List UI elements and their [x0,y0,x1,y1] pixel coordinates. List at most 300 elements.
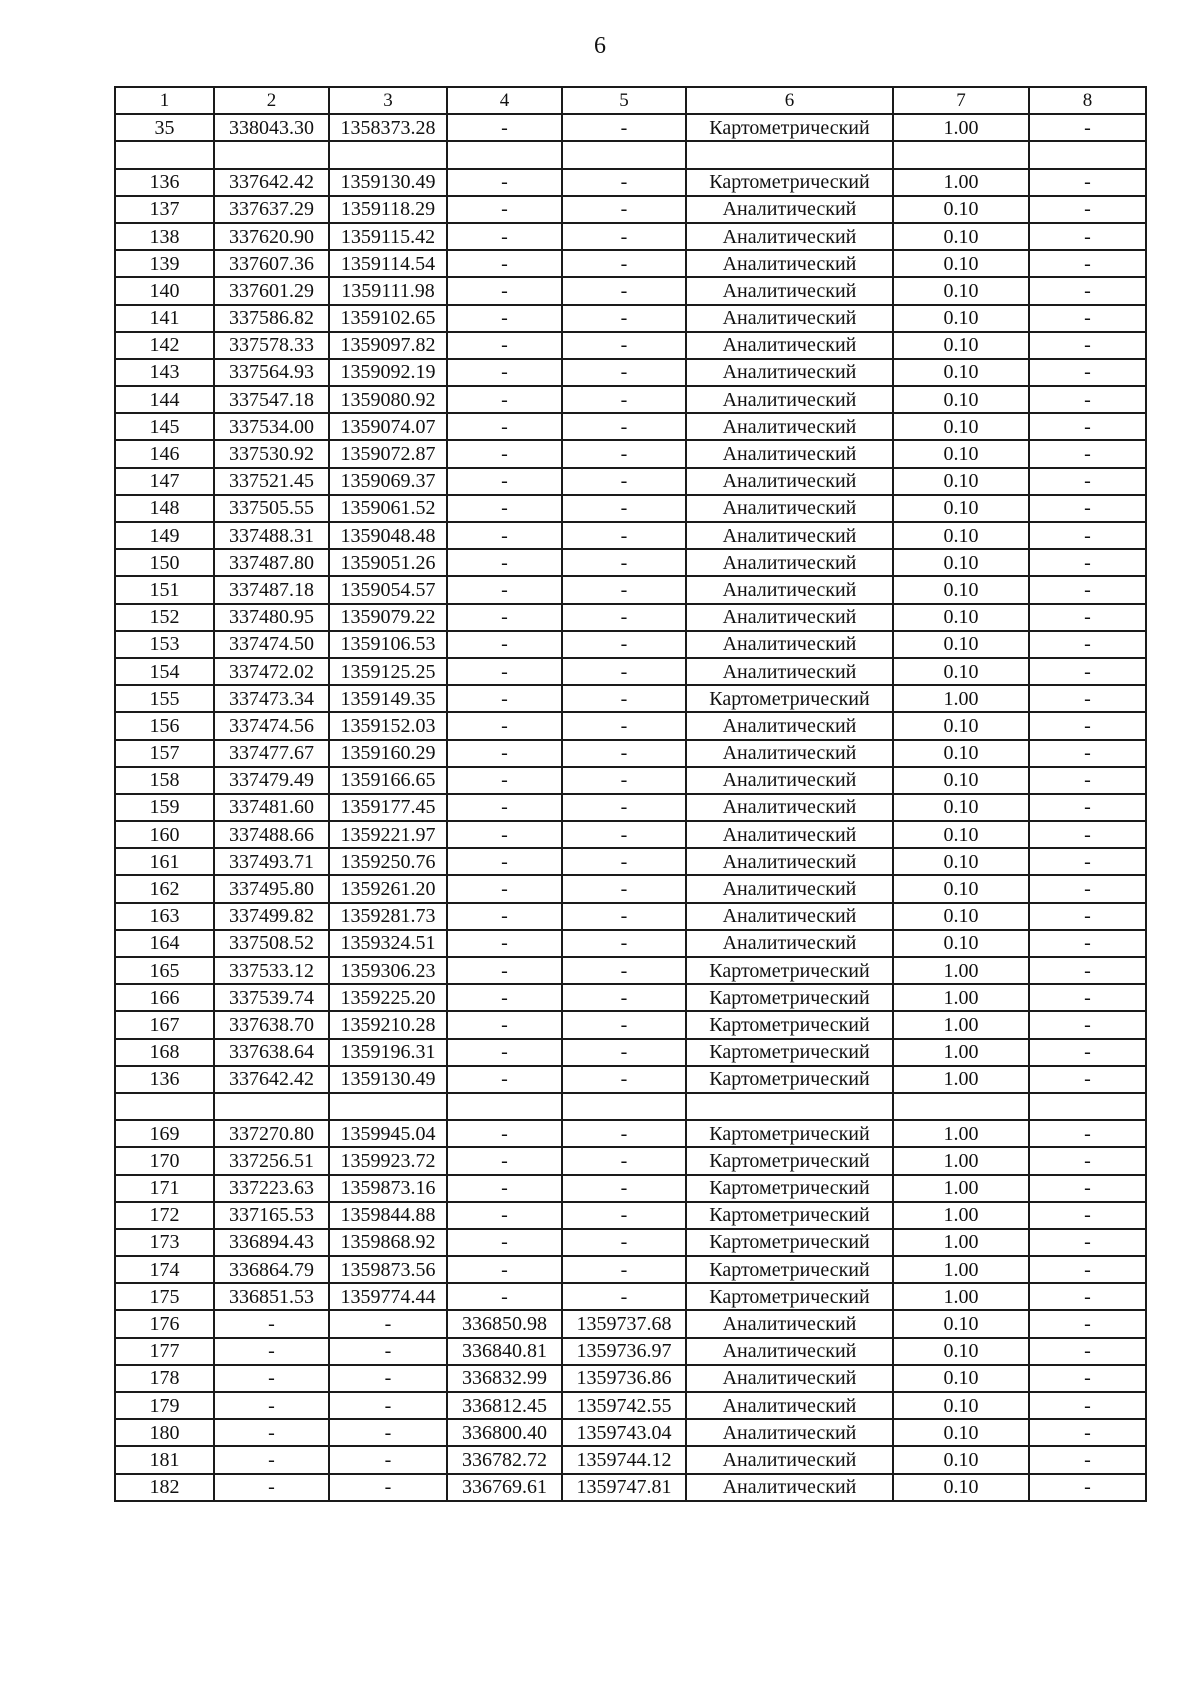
y-coordinate-cell: 1359048.48 [329,522,447,549]
accuracy-cell: 1.00 [893,1011,1029,1038]
x-new-coordinate-cell: 336850.98 [447,1310,562,1337]
method-cell: Аналитический [686,1446,893,1473]
x-new-coordinate-cell: - [447,631,562,658]
accuracy-cell: 0.10 [893,604,1029,631]
y-new-coordinate-cell: - [562,386,686,413]
description-cell: - [1029,576,1146,603]
method-cell: Аналитический [686,277,893,304]
y-coordinate-cell: 1359945.04 [329,1120,447,1147]
y-new-coordinate-cell: - [562,250,686,277]
accuracy-cell: 0.10 [893,1392,1029,1419]
point-number-cell: 145 [115,413,214,440]
x-new-coordinate-cell: 336769.61 [447,1474,562,1501]
description-cell: - [1029,740,1146,767]
y-coordinate-cell: 1359118.29 [329,196,447,223]
point-number-cell: 181 [115,1446,214,1473]
y-new-coordinate-cell: - [562,903,686,930]
accuracy-cell: 1.00 [893,1120,1029,1147]
y-coordinate-cell: 1359102.65 [329,305,447,332]
y-coordinate-cell: - [329,1419,447,1446]
description-cell: - [1029,549,1146,576]
description-cell: - [1029,1446,1146,1473]
y-coordinate-cell: 1359130.49 [329,169,447,196]
x-new-coordinate-cell: 336840.81 [447,1338,562,1365]
method-cell: Аналитический [686,196,893,223]
x-coordinate-cell: 337564.93 [214,359,329,386]
point-number-cell: 140 [115,277,214,304]
y-coordinate-cell: 1358373.28 [329,114,447,141]
x-coordinate-cell: 337488.66 [214,821,329,848]
x-coordinate-cell: 337165.53 [214,1202,329,1229]
method-cell: Аналитический [686,250,893,277]
x-coordinate-cell: 337521.45 [214,468,329,495]
x-coordinate-cell: 336894.43 [214,1229,329,1256]
x-new-coordinate-cell: - [447,114,562,141]
description-cell: - [1029,305,1146,332]
y-coordinate-cell: 1359221.97 [329,821,447,848]
x-coordinate-cell: 336864.79 [214,1256,329,1283]
point-number-cell: 157 [115,740,214,767]
description-cell: - [1029,957,1146,984]
point-number-cell: 154 [115,658,214,685]
method-cell: Картометрический [686,1147,893,1174]
accuracy-cell: 0.10 [893,223,1029,250]
accuracy-cell: 0.10 [893,250,1029,277]
y-new-coordinate-cell: - [562,1229,686,1256]
y-coordinate-cell: 1359868.92 [329,1229,447,1256]
method-cell: Картометрический [686,1120,893,1147]
y-new-coordinate-cell: - [562,576,686,603]
description-cell: - [1029,848,1146,875]
table-row [115,1419,1146,1446]
table-row [115,848,1146,875]
y-coordinate-cell [329,1093,447,1120]
point-number-cell: 136 [115,169,214,196]
table-row [115,767,1146,794]
y-new-coordinate-cell: - [562,522,686,549]
y-coordinate-cell: 1359873.16 [329,1175,447,1202]
y-coordinate-cell: 1359149.35 [329,685,447,712]
point-number-cell: 172 [115,1202,214,1229]
column-header: 1 [115,87,214,114]
accuracy-cell [893,1093,1029,1120]
y-new-coordinate-cell: - [562,1256,686,1283]
accuracy-cell: 1.00 [893,1039,1029,1066]
x-coordinate-cell: 337534.00 [214,413,329,440]
description-cell: - [1029,767,1146,794]
description-cell: - [1029,250,1146,277]
table-row [115,1256,1146,1283]
method-cell: Аналитический [686,359,893,386]
y-coordinate-cell: 1359111.98 [329,277,447,304]
y-new-coordinate-cell: 1359742.55 [562,1392,686,1419]
x-coordinate-cell: 337601.29 [214,277,329,304]
table-row [115,957,1146,984]
y-coordinate-cell: 1359092.19 [329,359,447,386]
x-coordinate-cell: 337642.42 [214,1066,329,1093]
method-cell: Аналитический [686,223,893,250]
x-new-coordinate-cell: - [447,1120,562,1147]
y-coordinate-cell: 1359074.07 [329,413,447,440]
method-cell: Аналитический [686,848,893,875]
table-row [115,631,1146,658]
description-cell: - [1029,1229,1146,1256]
y-new-coordinate-cell: - [562,1202,686,1229]
table-row [115,549,1146,576]
description-cell: - [1029,413,1146,440]
method-cell [686,1093,893,1120]
description-cell: - [1029,1039,1146,1066]
y-new-coordinate-cell: - [562,767,686,794]
method-cell: Аналитический [686,386,893,413]
point-number-cell: 142 [115,332,214,359]
description-cell: - [1029,468,1146,495]
x-coordinate-cell: 337223.63 [214,1175,329,1202]
accuracy-cell: 0.10 [893,1474,1029,1501]
x-coordinate-cell: 337474.56 [214,712,329,739]
y-new-coordinate-cell: - [562,740,686,767]
y-new-coordinate-cell: - [562,1011,686,1038]
y-new-coordinate-cell: 1359747.81 [562,1474,686,1501]
description-cell: - [1029,821,1146,848]
x-new-coordinate-cell: - [447,740,562,767]
column-header: 2 [214,87,329,114]
method-cell: Аналитический [686,903,893,930]
point-number-cell: 171 [115,1175,214,1202]
accuracy-cell: 0.10 [893,631,1029,658]
accuracy-cell: 0.10 [893,332,1029,359]
accuracy-cell: 1.00 [893,685,1029,712]
description-cell: - [1029,223,1146,250]
accuracy-cell: 0.10 [893,1419,1029,1446]
y-new-coordinate-cell: - [562,468,686,495]
x-coordinate-cell: - [214,1446,329,1473]
method-cell: Аналитический [686,767,893,794]
y-coordinate-cell: 1359225.20 [329,984,447,1011]
y-coordinate-cell: 1359051.26 [329,549,447,576]
table-row [115,875,1146,902]
method-cell: Картометрический [686,1039,893,1066]
x-coordinate-cell: 337638.64 [214,1039,329,1066]
x-coordinate-cell: 337477.67 [214,740,329,767]
point-number-cell: 139 [115,250,214,277]
method-cell: Картометрический [686,984,893,1011]
y-new-coordinate-cell: - [562,549,686,576]
y-new-coordinate-cell [562,1093,686,1120]
description-cell: - [1029,1066,1146,1093]
method-cell: Аналитический [686,332,893,359]
y-coordinate-cell: - [329,1365,447,1392]
method-cell: Картометрический [686,1256,893,1283]
x-coordinate-cell [214,1093,329,1120]
accuracy-cell: 0.10 [893,1446,1029,1473]
description-cell: - [1029,1120,1146,1147]
accuracy-cell: 1.00 [893,1147,1029,1174]
y-new-coordinate-cell [562,141,686,168]
x-new-coordinate-cell: - [447,903,562,930]
x-coordinate-cell [214,141,329,168]
point-number-cell: 141 [115,305,214,332]
method-cell: Аналитический [686,1365,893,1392]
point-number-cell: 182 [115,1474,214,1501]
method-cell: Аналитический [686,712,893,739]
method-cell: Аналитический [686,305,893,332]
x-coordinate-cell: - [214,1310,329,1337]
table-row [115,1011,1146,1038]
column-header: 8 [1029,87,1146,114]
x-new-coordinate-cell: - [447,576,562,603]
x-new-coordinate-cell: - [447,712,562,739]
method-cell [686,141,893,168]
method-cell: Аналитический [686,930,893,957]
description-cell: - [1029,1011,1146,1038]
x-coordinate-cell: 337620.90 [214,223,329,250]
accuracy-cell: 0.10 [893,930,1029,957]
y-coordinate-cell: 1359152.03 [329,712,447,739]
y-new-coordinate-cell: - [562,1066,686,1093]
table-row [115,141,1146,168]
y-coordinate-cell: 1359130.49 [329,1066,447,1093]
method-cell: Аналитический [686,1419,893,1446]
accuracy-cell: 1.00 [893,1066,1029,1093]
method-cell: Аналитический [686,468,893,495]
method-cell: Аналитический [686,604,893,631]
method-cell: Аналитический [686,794,893,821]
table-row [115,440,1146,467]
accuracy-cell: 1.00 [893,1256,1029,1283]
accuracy-cell: 0.10 [893,468,1029,495]
y-coordinate-cell: 1359324.51 [329,930,447,957]
accuracy-cell: 0.10 [893,359,1029,386]
description-cell: - [1029,1175,1146,1202]
y-coordinate-cell: 1359061.52 [329,495,447,522]
x-coordinate-cell: 337474.50 [214,631,329,658]
point-number-cell: 155 [115,685,214,712]
y-new-coordinate-cell: - [562,359,686,386]
point-number-cell: 170 [115,1147,214,1174]
y-coordinate-cell: 1359873.56 [329,1256,447,1283]
column-header: 7 [893,87,1029,114]
point-number-cell: 169 [115,1120,214,1147]
point-number-cell: 153 [115,631,214,658]
table-row [115,1283,1146,1310]
table-body [115,87,1146,1501]
y-new-coordinate-cell: - [562,848,686,875]
x-new-coordinate-cell: - [447,984,562,1011]
column-header: 5 [562,87,686,114]
y-new-coordinate-cell: - [562,1120,686,1147]
point-number-cell: 152 [115,604,214,631]
method-cell: Аналитический [686,576,893,603]
point-number-cell: 159 [115,794,214,821]
y-coordinate-cell: 1359115.42 [329,223,447,250]
x-new-coordinate-cell: - [447,359,562,386]
method-cell: Картометрический [686,114,893,141]
table-row [115,712,1146,739]
accuracy-cell: 0.10 [893,767,1029,794]
accuracy-cell: 0.10 [893,305,1029,332]
point-number-cell: 164 [115,930,214,957]
y-coordinate-cell: - [329,1310,447,1337]
y-new-coordinate-cell: - [562,114,686,141]
method-cell: Картометрический [686,1202,893,1229]
x-new-coordinate-cell [447,141,562,168]
y-coordinate-cell: 1359114.54 [329,250,447,277]
point-number-cell: 148 [115,495,214,522]
point-number-cell [115,1093,214,1120]
x-new-coordinate-cell: - [447,169,562,196]
table-row [115,359,1146,386]
y-coordinate-cell: 1359097.82 [329,332,447,359]
x-coordinate-cell: 338043.30 [214,114,329,141]
method-cell: Аналитический [686,549,893,576]
accuracy-cell: 0.10 [893,875,1029,902]
y-new-coordinate-cell: - [562,712,686,739]
y-new-coordinate-cell: - [562,495,686,522]
description-cell: - [1029,685,1146,712]
table-row [115,930,1146,957]
accuracy-cell: 0.10 [893,1365,1029,1392]
description-cell: - [1029,658,1146,685]
y-coordinate-cell: 1359069.37 [329,468,447,495]
point-number-cell: 178 [115,1365,214,1392]
x-coordinate-cell: 337578.33 [214,332,329,359]
table-row [115,114,1146,141]
y-new-coordinate-cell: - [562,305,686,332]
x-coordinate-cell: 337547.18 [214,386,329,413]
column-header: 3 [329,87,447,114]
y-new-coordinate-cell: - [562,984,686,1011]
table-row [115,413,1146,440]
x-new-coordinate-cell: - [447,930,562,957]
description-cell: - [1029,440,1146,467]
description-cell: - [1029,794,1146,821]
x-new-coordinate-cell: - [447,1066,562,1093]
point-number-cell: 167 [115,1011,214,1038]
x-new-coordinate-cell: - [447,223,562,250]
y-new-coordinate-cell: 1359743.04 [562,1419,686,1446]
accuracy-cell: 0.10 [893,196,1029,223]
y-coordinate-cell: 1359210.28 [329,1011,447,1038]
point-number-cell: 173 [115,1229,214,1256]
x-coordinate-cell: 337480.95 [214,604,329,631]
table-row [115,1365,1146,1392]
method-cell: Аналитический [686,440,893,467]
y-coordinate-cell: 1359774.44 [329,1283,447,1310]
point-number-cell: 176 [115,1310,214,1337]
x-new-coordinate-cell: 336800.40 [447,1419,562,1446]
y-coordinate-cell: 1359160.29 [329,740,447,767]
x-coordinate-cell: 337539.74 [214,984,329,1011]
point-number-cell: 177 [115,1338,214,1365]
table-row [115,223,1146,250]
x-coordinate-cell: 336851.53 [214,1283,329,1310]
accuracy-cell: 1.00 [893,1175,1029,1202]
point-number-cell: 137 [115,196,214,223]
x-new-coordinate-cell: - [447,277,562,304]
accuracy-cell: 0.10 [893,576,1029,603]
y-new-coordinate-cell: - [562,1283,686,1310]
accuracy-cell: 0.10 [893,413,1029,440]
y-coordinate-cell: 1359054.57 [329,576,447,603]
accuracy-cell: 0.10 [893,440,1029,467]
y-new-coordinate-cell: - [562,196,686,223]
description-cell: - [1029,712,1146,739]
y-coordinate-cell: 1359072.87 [329,440,447,467]
point-number-cell: 168 [115,1039,214,1066]
table-row [115,1474,1146,1501]
y-new-coordinate-cell: - [562,440,686,467]
y-new-coordinate-cell: - [562,631,686,658]
table-row [115,250,1146,277]
x-new-coordinate-cell: - [447,685,562,712]
accuracy-cell: 1.00 [893,1283,1029,1310]
x-new-coordinate-cell: - [447,1039,562,1066]
accuracy-cell: 0.10 [893,1338,1029,1365]
description-cell: - [1029,930,1146,957]
x-new-coordinate-cell: - [447,522,562,549]
table-row [115,740,1146,767]
x-coordinate-cell: 337638.70 [214,1011,329,1038]
x-coordinate-cell: - [214,1474,329,1501]
x-new-coordinate-cell: - [447,250,562,277]
column-header: 4 [447,87,562,114]
table-row [115,1446,1146,1473]
y-new-coordinate-cell: - [562,794,686,821]
y-coordinate-cell: - [329,1474,447,1501]
table-row [115,821,1146,848]
table-row [115,1039,1146,1066]
x-coordinate-cell: 337488.31 [214,522,329,549]
y-coordinate-cell: 1359106.53 [329,631,447,658]
table-row [115,1066,1146,1093]
point-number-cell: 136 [115,1066,214,1093]
y-new-coordinate-cell: 1359736.97 [562,1338,686,1365]
x-new-coordinate-cell: - [447,1256,562,1283]
accuracy-cell: 1.00 [893,1202,1029,1229]
x-coordinate-cell: - [214,1419,329,1446]
point-number-cell: 144 [115,386,214,413]
accuracy-cell: 0.10 [893,712,1029,739]
x-new-coordinate-cell: - [447,821,562,848]
y-coordinate-cell: - [329,1446,447,1473]
table-row [115,305,1146,332]
x-new-coordinate-cell: - [447,1229,562,1256]
point-number-cell: 160 [115,821,214,848]
description-cell: - [1029,604,1146,631]
x-new-coordinate-cell [447,1093,562,1120]
description-cell: - [1029,903,1146,930]
x-new-coordinate-cell: - [447,875,562,902]
accuracy-cell: 0.10 [893,740,1029,767]
accuracy-cell: 0.10 [893,903,1029,930]
description-cell: - [1029,495,1146,522]
x-coordinate-cell: 337505.55 [214,495,329,522]
x-new-coordinate-cell: - [447,767,562,794]
accuracy-cell: 0.10 [893,1310,1029,1337]
y-coordinate-cell: 1359166.65 [329,767,447,794]
table-row [115,1392,1146,1419]
x-new-coordinate-cell: 336782.72 [447,1446,562,1473]
y-new-coordinate-cell: - [562,1039,686,1066]
accuracy-cell: 0.10 [893,794,1029,821]
x-new-coordinate-cell: 336812.45 [447,1392,562,1419]
table-row [115,576,1146,603]
method-cell: Аналитический [686,495,893,522]
x-new-coordinate-cell: - [447,658,562,685]
description-cell: - [1029,1283,1146,1310]
x-coordinate-cell: 337637.29 [214,196,329,223]
